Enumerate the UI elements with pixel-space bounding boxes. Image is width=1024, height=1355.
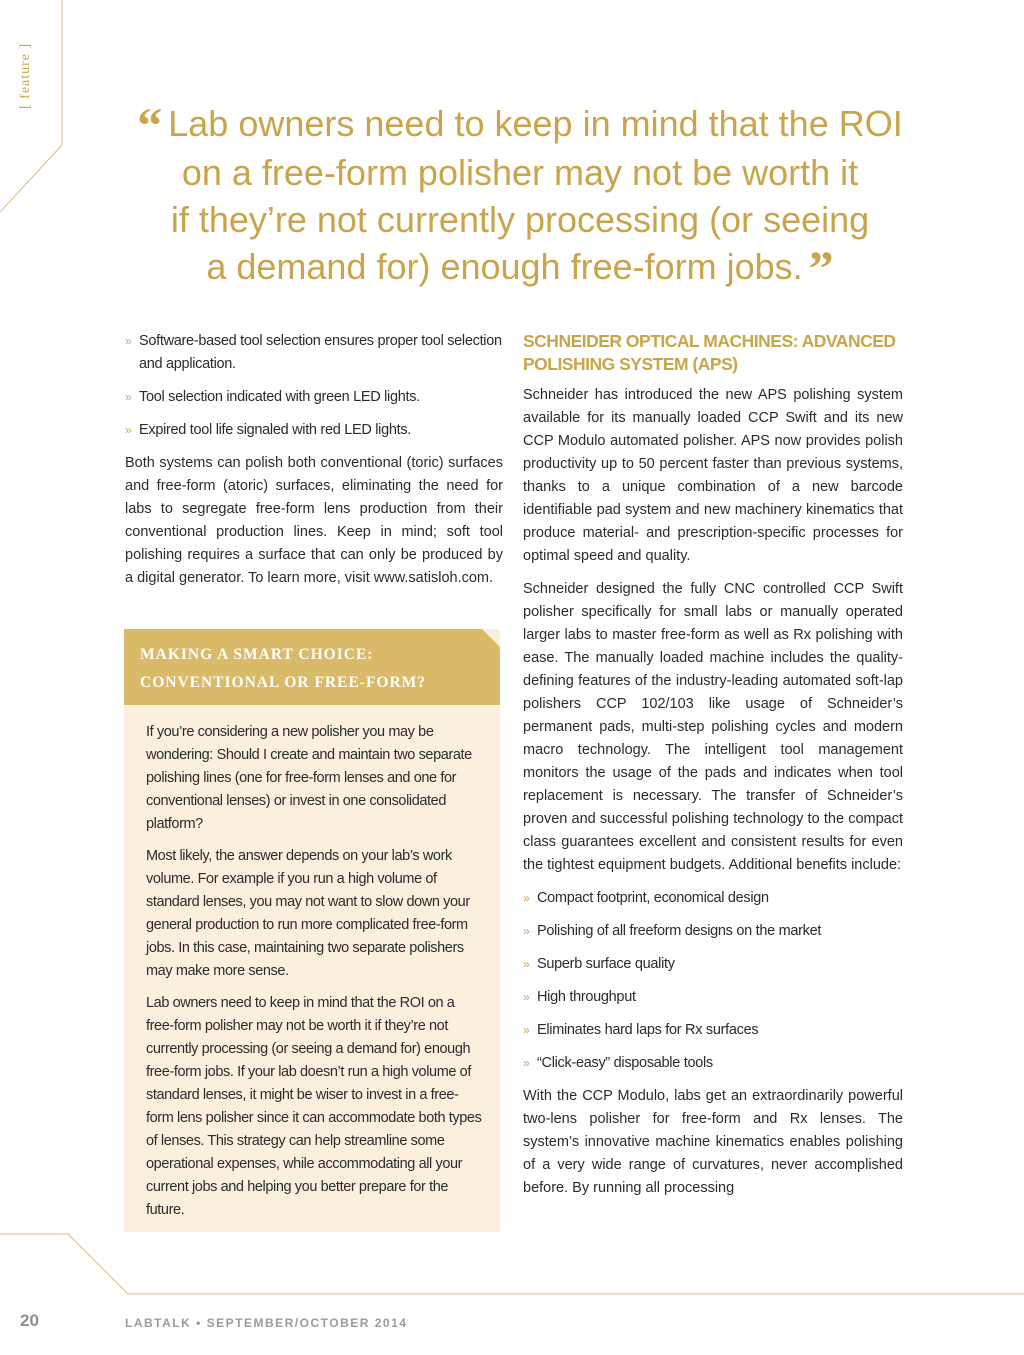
pull-quote-line-2: on a free-form polisher may not be worth it xyxy=(181,152,859,193)
list-item: » Eliminates hard laps for Rx surfaces xyxy=(523,1019,903,1042)
page-number: 20 xyxy=(20,1311,39,1330)
sidebar-paragraph: Lab owners need to keep in mind that the ROI on a free-form polisher may not be worth it if they’re not currently processing (or seeing a demand for) enough free-form jobs. If your lab doesn’t run a high volume of standard lenses, it might be wiser to invest in a free-form lens polisher since it can accommodate both types of lenses. This strategy can help streamline some operational expenses, while accommodating all your current jobs and helping you better prepare for the future. xyxy=(146,995,482,1218)
left-bullet-list xyxy=(125,330,503,442)
sidebar-paragraph: If you’re considering a new polisher you may be wondering: Should I create and maintain two separate polishing lines (one for free-form lenses and one for conventional lenses) or invest in one consolidated platform? xyxy=(146,724,472,832)
list-item: » Polishing of all freeform designs on the market xyxy=(523,920,903,943)
chevron-right-icon: » xyxy=(125,334,132,348)
chevron-right-icon: » xyxy=(523,1056,530,1070)
sidebar-body xyxy=(146,721,482,1231)
close-quote-mark: ” xyxy=(808,240,834,296)
section-tag: [ feature ] xyxy=(18,42,33,110)
list-item: » “Click-easy” disposable tools xyxy=(523,1052,903,1075)
sidebar-title-line-2: CONVENTIONAL OR FREE-FORM? xyxy=(140,674,427,691)
chevron-right-icon: » xyxy=(125,390,132,404)
chevron-right-icon: » xyxy=(523,990,530,1004)
sidebar-paragraph: Most likely, the answer depends on your lab’s work volume. For example if you run a high volume of standard lenses, you may not want to slow down your general production to run more complicated free-form jobs. In this case, maintaining two separate polishers may make more sense. xyxy=(146,848,470,979)
list-item: » Compact footprint, economical design xyxy=(523,887,903,910)
list-item: » Tool selection indicated with green LED lights. xyxy=(125,386,503,409)
left-paragraph: Both systems can polish both conventional (toric) surfaces and free-form (atoric) surfaces, eliminating the need for labs to segregate free-form lens production from their conventional production lines. Keep in mind; soft tool polishing requires a surface that can only be produced by a digital generator. To learn more, visit www.satisloh.com. xyxy=(125,455,503,586)
benefits-list xyxy=(523,887,903,1075)
pull-quote-line-3: if they’re not currently processing (or seeing xyxy=(170,199,870,240)
bottom-frame-line xyxy=(0,1234,1024,1294)
chevron-right-icon: » xyxy=(523,957,530,971)
chevron-right-icon: » xyxy=(523,891,530,905)
pull-quote-line-1: “ Lab owners need to keep in mind that the ROI xyxy=(137,97,903,153)
chevron-right-icon: » xyxy=(523,1023,530,1037)
right-paragraph: Schneider has introduced the new APS polishing system available for its manually loaded CCP Swift and its new CCP Modulo automated polisher. APS now provides polish productivity up to 50 percent faster than previous systems, thanks to a unique combination of a new barcode identifiable pad system and new machinery kinematics that produce material- and prescription-specific processes for optimal speed and quality. xyxy=(523,387,903,564)
pull-quote-line-4: a demand for) enough free-form jobs. ” xyxy=(206,240,834,296)
sidebar-title-line-1: MAKING A SMART CHOICE: xyxy=(140,646,374,663)
sidebar-title xyxy=(140,641,480,697)
list-item: » High throughput xyxy=(523,986,903,1009)
section-heading: SCHNEIDER OPTICAL MACHINES: ADVANCED POLISHING SYSTEM (APS) xyxy=(523,331,896,374)
list-item: » Expired tool life signaled with red LED lights. xyxy=(125,419,503,442)
list-item: » Software-based tool selection ensures proper tool selection and application. xyxy=(125,330,503,376)
smart-choice-sidebar xyxy=(124,629,500,1232)
open-quote-mark: “ xyxy=(137,97,163,153)
left-column xyxy=(125,330,503,600)
list-item: » Superb surface quality xyxy=(523,953,903,976)
pull-quote xyxy=(80,97,960,296)
publication-footer: LABTALK • SEPTEMBER/OCTOBER 2014 xyxy=(125,1316,408,1330)
right-closing-paragraph: With the CCP Modulo, labs get an extraordinarily powerful two-lens polisher for free-form and Rx lenses. The system’s innovative machine kinematics enables polishing of a very wide range of curvatures, never accomplished before. By running all processing xyxy=(523,1088,903,1196)
right-paragraph: Schneider designed the fully CNC controlled CCP Swift polisher specifically for small labs or manually operated larger labs to master free-form as well as Rx polishing with ease. The manually loaded machine includes the quality-defining features of the industry-leading automated soft-lap polishers CCP 102/103 like usage of Schneider’s permanent pads, multi-step polishing cycles and modern macro technology. The intelligent tool management monitors the usage of the pads and indicates when tool replacement is necessary. The transfer of Schneider’s proven and successful polishing technology to the compact class guarantees excellent and consistent results for even the tightest equipment budgets. Additional benefits include: xyxy=(523,581,903,873)
right-column xyxy=(523,330,903,1210)
chevron-right-icon: » xyxy=(523,924,530,938)
chevron-right-icon: » xyxy=(125,423,132,437)
